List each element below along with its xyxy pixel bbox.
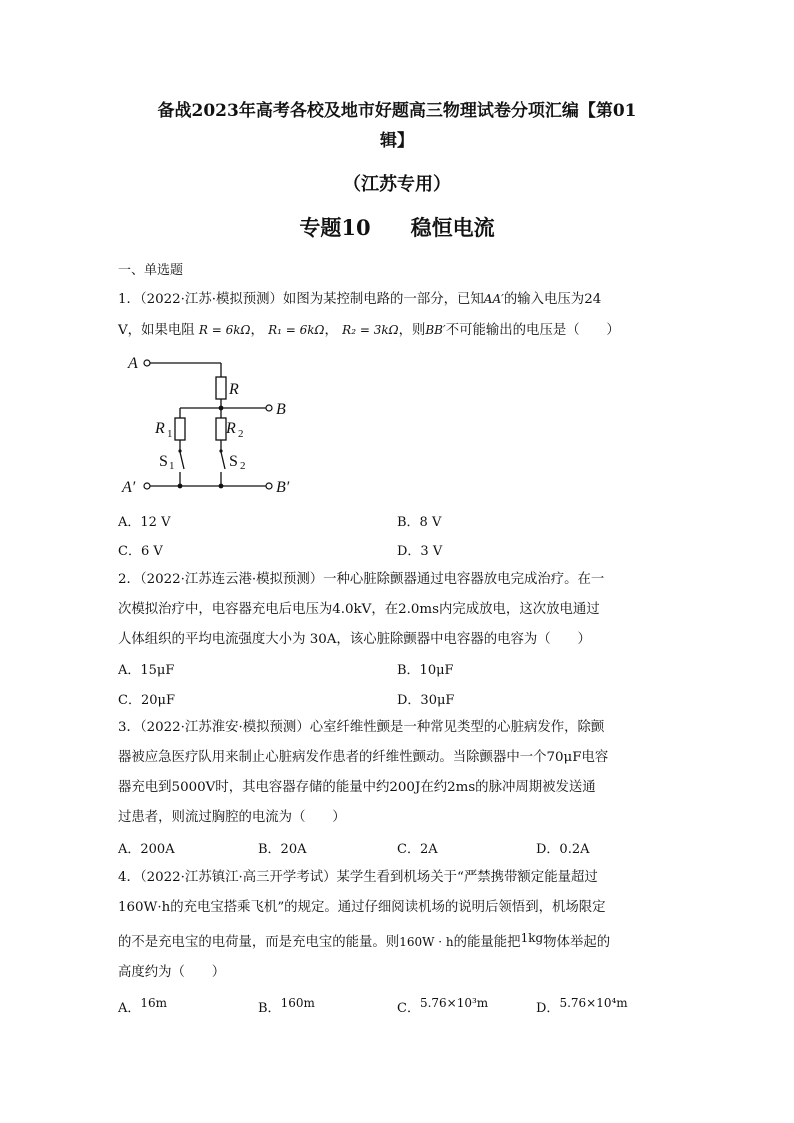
label-a-prime: A′ xyxy=(122,479,136,496)
q4-option-d-value: 5.76×10⁴m xyxy=(559,996,628,1010)
resistor-r2 xyxy=(216,418,226,440)
topic-name: 稳恒电流 xyxy=(410,215,495,240)
q1-text-c: V，如果电阻 xyxy=(118,323,195,338)
q4-option-d-label: D． xyxy=(536,1001,560,1016)
q3-line-3: 器充电到5000V时，其电容器存储的能量中约200J在约2ms的脉冲周期被发送通 xyxy=(118,780,596,795)
label-r2-sub: 2 xyxy=(238,428,244,440)
question-3-text xyxy=(118,713,676,833)
title-line-1: 备战2023年高考各校及地市好题高三物理试卷分项汇编【第01 xyxy=(157,101,637,121)
question-4-text xyxy=(118,863,676,988)
terminal-a-prime xyxy=(144,483,150,489)
label-r2: R xyxy=(226,420,236,437)
q2-line-3: 人体组织的平均电流强度大小为 30A，该心脏除颤器中电容器的电容为（ ） xyxy=(118,632,591,647)
q1-option-b[interactable]: B．8 V xyxy=(397,515,442,530)
q4-line-3e: 物体举起的 xyxy=(543,935,611,950)
label-b: B xyxy=(276,401,286,418)
question-2-text xyxy=(118,565,676,655)
q2-option-c[interactable]: C．20μF xyxy=(118,693,175,708)
q4-option-c[interactable] xyxy=(397,996,488,1016)
q4-option-c-label: C． xyxy=(397,1001,420,1016)
label-b-prime: B′ xyxy=(276,479,290,496)
terminal-a xyxy=(144,360,150,366)
q2-line-2: 次模拟治疗中，电容器充电后电压为4.0kV，在2.0ms内完成放电，这次放电通过 xyxy=(118,602,600,617)
q3-line-2: 器被应急医疗队用来制止心脏病发作患者的纤维性颤动。当除颤器中一个70μF电容 xyxy=(118,750,609,765)
q2-line-1: 2．（2022·江苏连云港·模拟预测）一种心脏除颤器通过电容器放电完成治疗。在一 xyxy=(118,572,605,587)
q4-option-c-value: 5.76×10³m xyxy=(419,996,489,1010)
q4-energy: 160W · h xyxy=(399,935,454,949)
q4-line-1: 4．（2022·江苏镇江·高三开学考试）某学生看到机场关于“严禁携带额定能量超过 xyxy=(118,870,598,885)
title-line-2: 辑】 xyxy=(380,131,414,151)
q1-r2: R₂ = 3kΩ xyxy=(342,323,399,337)
q1-text-b: 的输入电压为24 xyxy=(503,292,602,307)
q1-r1: R₁ = 6kΩ xyxy=(268,323,325,337)
topic-number: 专题10 xyxy=(299,215,371,240)
q2-option-d[interactable]: D．30μF xyxy=(397,693,455,708)
q4-option-d[interactable] xyxy=(536,996,628,1016)
q3-option-c[interactable]: C．2A xyxy=(397,842,438,857)
switch-s1 xyxy=(180,452,184,469)
q1-r: R = 6kΩ xyxy=(198,323,251,337)
terminal-b xyxy=(266,405,272,411)
q4-line-3c: 的能量能把 xyxy=(453,935,521,950)
q3-line-4: 过患者，则流过胸腔的电流为（ ） xyxy=(118,810,346,825)
circuit-diagram xyxy=(118,348,298,498)
resistor-r xyxy=(216,377,226,399)
q3-line-1: 3．（2022·江苏淮安·模拟预测）心室纤维性颤是一种常见类型的心脏病发作，除颤 xyxy=(118,720,605,735)
q1-text-d: ，则 xyxy=(398,323,426,338)
q4-mass: 1kg xyxy=(520,931,544,945)
label-a: A xyxy=(128,355,138,372)
q4-line-3a: 的不是充电宝的电荷量，而是充电宝的能量。则 xyxy=(118,935,400,950)
junction-dot xyxy=(219,484,224,489)
q3-option-d[interactable]: D．0.2A xyxy=(536,842,590,857)
q1-option-d[interactable]: D．3 V xyxy=(397,544,443,559)
label-s1: S xyxy=(159,453,168,470)
q1-text-a: 1．（2022·江苏·模拟预测）如图为某控制电路的一部分，已知 xyxy=(118,292,484,307)
q1-aa: AA′ xyxy=(483,292,504,306)
resistor-r1 xyxy=(175,418,185,440)
label-r1: R xyxy=(155,420,165,437)
q1-option-c[interactable]: C．6 V xyxy=(118,544,163,559)
q4-option-a[interactable] xyxy=(118,996,167,1016)
q2-option-a[interactable]: A．15μF xyxy=(118,663,175,678)
label-r: R xyxy=(229,381,239,398)
q4-option-b-label: B． xyxy=(258,1001,281,1016)
question-1-text: 1．（2022·江苏·模拟预测）如图为某控制电路的一部分，已知AA′的输入电压为24 V，如果电阻 R = 6kΩ， R₁ = 6kΩ， R₂ = 3kΩ，则BB′不可能输出的电压是（ ） xyxy=(118,292,620,338)
q3-option-b[interactable]: B．20A xyxy=(258,842,307,857)
q3-option-a[interactable]: A．200A xyxy=(118,842,175,857)
junction-dot xyxy=(178,484,183,489)
q4-line-3 xyxy=(118,923,676,958)
q1-option-a[interactable]: A．12 V xyxy=(118,515,171,530)
terminal-b-prime xyxy=(266,483,272,489)
q1-text-e: 不可能输出的电压是（ ） xyxy=(445,323,620,338)
label-s1-sub: 1 xyxy=(169,460,175,472)
document-title xyxy=(120,96,674,156)
q2-option-b[interactable]: B．10μF xyxy=(397,663,454,678)
q1-bb: BB′ xyxy=(425,323,446,337)
q4-line-2: 160W·h的充电宝搭乘飞机”的规定。通过仔细阅读机场的说明后领悟到，机场限定 xyxy=(118,900,606,915)
q4-option-a-label: A． xyxy=(118,1001,141,1016)
junction-dot xyxy=(219,406,224,411)
section-heading: 一、单选题 xyxy=(118,263,184,278)
q4-option-a-value: 16m xyxy=(140,996,168,1010)
label-s2-sub: 2 xyxy=(240,460,246,472)
switch-s2 xyxy=(221,452,225,469)
q4-option-b[interactable] xyxy=(258,996,315,1016)
topic-heading xyxy=(0,212,794,242)
q4-option-b-value: 160m xyxy=(280,996,315,1010)
document-subtitle: （江苏专用） xyxy=(343,174,451,195)
label-s2: S xyxy=(229,453,238,470)
q4-line-4: 高度约为（ ） xyxy=(118,965,226,980)
label-r1-sub: 1 xyxy=(167,428,173,440)
